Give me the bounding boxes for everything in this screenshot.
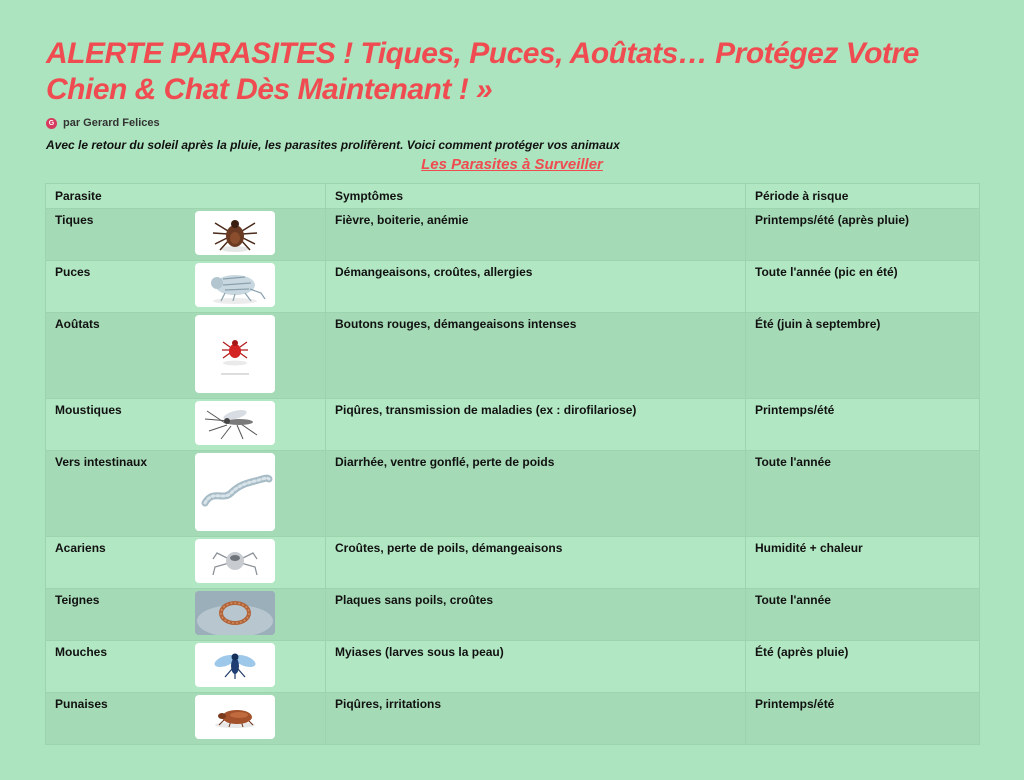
chigger-icon (195, 315, 275, 393)
parasite-name: Aoûtats (55, 317, 100, 331)
risk-period: Printemps/été (755, 403, 835, 417)
table-row (46, 450, 979, 536)
parasite-image-cell (186, 589, 326, 640)
parasite-name: Teignes (55, 593, 100, 607)
parasite-name: Vers intestinaux (55, 455, 148, 469)
risk-period: Toute l'année (755, 593, 831, 607)
parasite-image-cell (186, 313, 326, 398)
parasite-image-cell (186, 693, 326, 744)
parasite-name: Mouches (55, 645, 108, 659)
symptoms: Myiases (larves sous la peau) (326, 641, 746, 692)
parasite-name: Tiques (55, 213, 94, 227)
parasite-name: Moustiques (55, 403, 122, 417)
table-row (46, 640, 979, 692)
intro-text: Avec le retour du soleil après la pluie, les parasites prolifèrent. Voici comment protéger vos animaux (46, 138, 620, 152)
flea-icon (195, 263, 275, 307)
risk-period: Humidité + chaleur (755, 541, 863, 555)
parasite-table (45, 183, 980, 745)
parasite-image-cell (186, 537, 326, 588)
author-name[interactable]: par Gerard Felices (63, 117, 160, 129)
header-parasite: Parasite (46, 184, 326, 208)
symptoms: Fièvre, boiterie, anémie (326, 209, 746, 260)
parasite-image-cell (186, 451, 326, 536)
page-title: ALERTE PARASITES ! Tiques, Puces, Aoûtats… Protégez Votre Chien & Chat Dès Maintenant ! » (46, 37, 919, 106)
header-period: Période à risque (755, 189, 849, 203)
table-row (46, 312, 979, 398)
parasite-name: Acariens (55, 541, 106, 555)
symptoms: Plaques sans poils, croûtes (326, 589, 746, 640)
tick-icon (195, 211, 275, 255)
ringworm-icon (195, 591, 275, 635)
bedbug-icon (195, 695, 275, 739)
symptoms: Démangeaisons, croûtes, allergies (326, 261, 746, 312)
symptoms: Diarrhée, ventre gonflé, perte de poids (326, 451, 746, 536)
mite-icon (195, 539, 275, 583)
table-row (46, 692, 979, 744)
byline (46, 117, 160, 129)
worm-icon (195, 453, 275, 531)
symptoms: Piqûres, transmission de maladies (ex : dirofilariose) (326, 399, 746, 450)
header-symptoms: Symptômes (326, 184, 746, 208)
table-row (46, 588, 979, 640)
risk-period: Toute l'année (pic en été) (755, 265, 898, 279)
parasite-image-cell (186, 641, 326, 692)
fly-icon (195, 643, 275, 687)
table-row (46, 536, 979, 588)
symptoms: Piqûres, irritations (326, 693, 746, 744)
table-row (46, 260, 979, 312)
table-row (46, 398, 979, 450)
table-header-row (46, 184, 979, 208)
parasite-image-cell (186, 399, 326, 450)
section-link-text[interactable]: Les Parasites à Surveiller (421, 156, 603, 173)
avatar[interactable]: G (46, 118, 57, 129)
risk-period: Printemps/été (755, 697, 835, 711)
table-row (46, 208, 979, 260)
symptoms: Croûtes, perte de poils, démangeaisons (326, 537, 746, 588)
parasite-name: Puces (55, 265, 91, 279)
section-link[interactable] (0, 156, 1024, 173)
risk-period: Toute l'année (755, 455, 831, 469)
parasite-image-cell (186, 261, 326, 312)
parasite-name: Punaises (55, 697, 108, 711)
risk-period: Été (après pluie) (755, 645, 849, 659)
risk-period: Printemps/été (après pluie) (755, 213, 910, 227)
parasite-image-cell (186, 209, 326, 260)
mosquito-icon (195, 401, 275, 445)
symptoms: Boutons rouges, démangeaisons intenses (326, 313, 746, 398)
risk-period: Été (juin à septembre) (755, 317, 881, 331)
